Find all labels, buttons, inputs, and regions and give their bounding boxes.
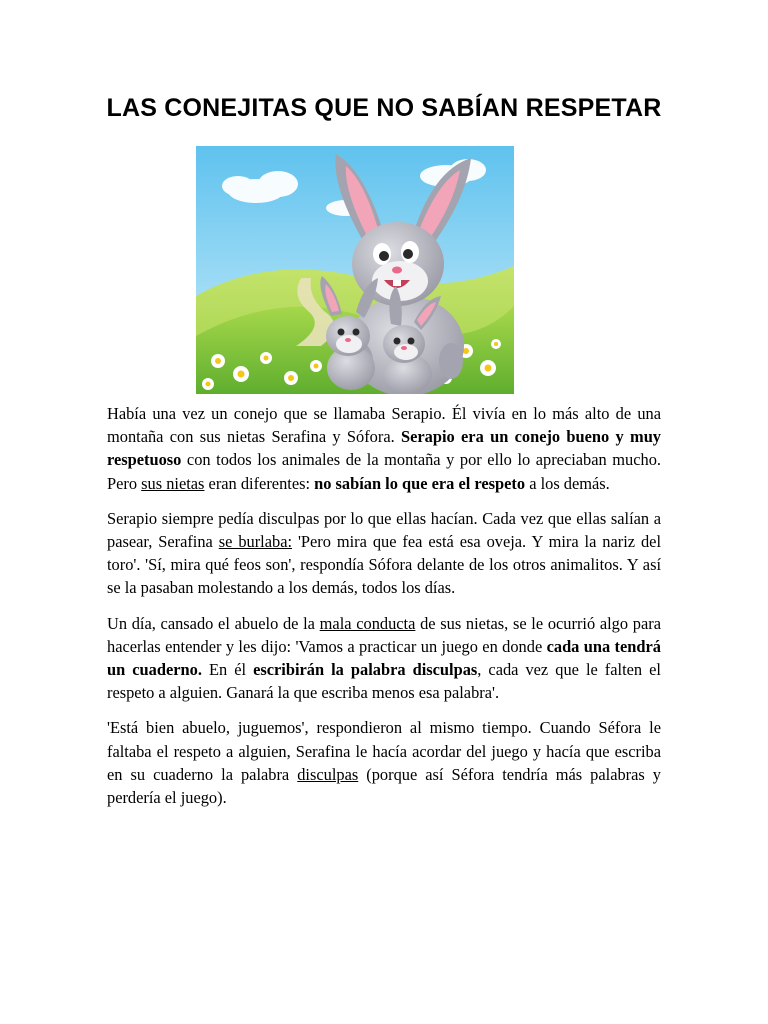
text-run: de sus nietas, se le ocurrió algo para hacerlas entender y les dijo: 'Vamos a practicar un juego en donde [107,613,661,656]
underlined-text: disculpas [297,764,359,784]
text-run: 'Pero mira que fea está esa oveja. Y mira la nariz del toro'. 'Sí, mira qué feos son', respondía Sófora delante de los otros animalitos. Y así se la pasaban molestando a los demás, todos los días. [107,532,662,598]
text-run: Un día, cansado el abuelo de la [107,613,320,633]
text-run: (porque así Séfora tendría más palabras y perdería el juego). [107,764,661,808]
bold-text: cada una tendrá un cuaderno. [107,636,661,680]
story-body [107,402,661,821]
text-run: Había una vez un conejo que se llamaba Serapio. Él vivía en lo más alto de una montaña con sus nietas Serafina y Sófora. [107,404,661,447]
text-run: , cada vez que le falten el respeto a alguien. Ganará la que escriba menos esa palabra'. [107,660,661,703]
bold-text: Serapio era un conejo bueno y muy respetuoso [107,427,661,470]
text-run: eran diferentes: [204,473,315,493]
underlined-text: sus nietas [141,473,205,493]
paragraph-4 [107,716,661,809]
underlined-text: se burlaba: [218,532,293,552]
text-run: 'Está bien abuelo, juguemos', respondieron al mismo tiempo. Cuando Séfora le faltaba el respeto a alguien, Serafina le hacía acordar del juego y hacía que escriba en su cuaderno la palabra [107,718,661,784]
text-run: Serapio siempre pedía disculpas por lo que ellas hacían. Cada vez que ellas salían a pasear, Serafina [107,508,661,552]
rabbit-illustration [196,146,514,394]
paragraph-3 [107,612,661,705]
text-run: En él [201,660,254,680]
underlined-text: mala conducta [319,613,416,633]
text-run: a los demás. [525,473,610,493]
document-title: LAS CONEJITAS QUE NO SABÍAN RESPETAR [106,94,662,122]
paragraph-1 [107,402,661,495]
cartoon-rabbits-icon [196,146,514,394]
bold-text: no sabían lo que era el respeto [314,473,526,493]
text-run: con todos los animales de la montaña y por ello lo apreciaban mucho. Pero [107,450,661,493]
paragraph-2 [107,507,661,600]
bold-text: escribirán la palabra disculpas [253,660,478,680]
